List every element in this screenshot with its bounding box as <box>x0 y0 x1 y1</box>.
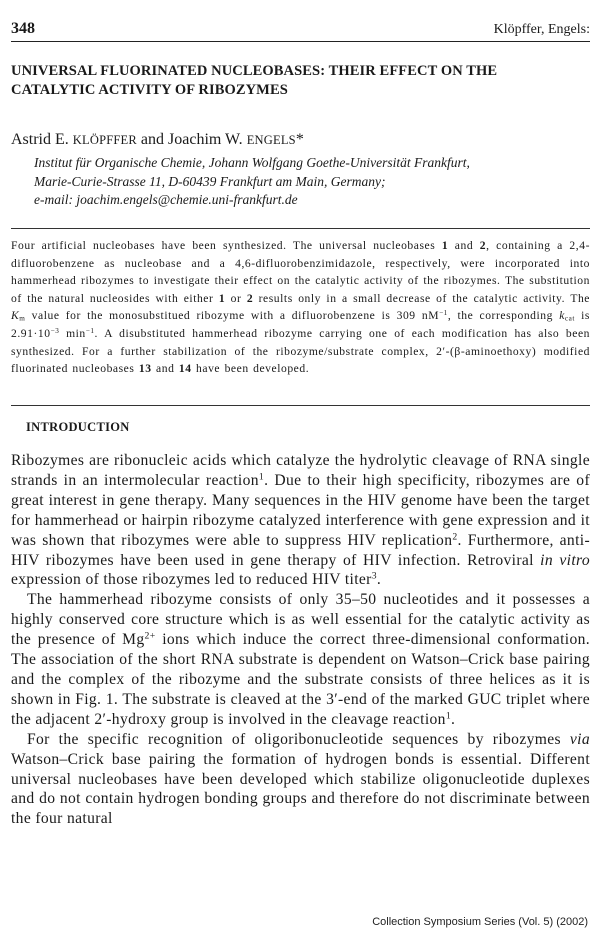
section-heading-introduction: INTRODUCTION <box>26 420 130 434</box>
author-conjunction: and <box>140 131 165 148</box>
paragraph: The hammerhead ribozyme consists of only 35–50 nucleotides and it possesses a highly conserved core structure which is as well essential for the catalytic activity as the presence of $Mg^{2+}$ ions which induce the correct three-dimensional conformation. The association of the short RNA substrate is dependent on Watson–Crick base pairing and the complex of the ribozyme and the substrate consists of three helices as it is shown in Fig. 1. The substrate is cleaved at the 3′-end of the marked GUC triplet where the adjacent 2′-hydroxy group is involved in the cleavage reaction$^1$. <box>11 591 590 728</box>
article-title <box>11 62 580 100</box>
affiliation-email: e-mail: joachim.engels@chemie.uni-frankfurt.de <box>34 192 298 207</box>
citation-ref: 2 <box>452 531 458 543</box>
km-symbol: K <box>11 309 20 323</box>
abstract-rule-top <box>11 228 590 229</box>
author-family-name: ENGELS <box>246 133 296 147</box>
author-given-name: Astrid E. <box>11 131 69 148</box>
corresponding-author-mark: * <box>295 131 304 148</box>
abstract-rule-bottom <box>11 405 590 406</box>
running-head <box>11 16 590 38</box>
header-rule <box>11 41 590 42</box>
paragraph: Ribozymes are ribonucleic acids which catalyze the hydrolytic cleavage of RNA single strands in an intermolecular reaction$^1$. Due to their high specificity, ribozymes are of great interest in gene therapy. Many sequences in the HIV genome have been the target for hammerhead or hairpin ribozyme catalyzed interference with gene expression and it was shown that ribozymes were able to suppress HIV replication$^2$. Furthermore, anti-HIV ribozymes have been used in gene therapy of HIV infection. Retroviral in vitro expression of those ribozymes led to reduced HIV titer$^3$. <box>11 452 590 589</box>
page-number: 348 <box>11 20 35 37</box>
running-authors: Klöpffer, Engels: <box>493 22 590 37</box>
affiliation-line: Marie-Curie-Strasse 11, D-60439 Frankfurt am Main, Germany; <box>34 173 386 189</box>
series-footer: Collection Symposium Series (Vol. 5) (2002) <box>372 916 588 928</box>
author-family-name: KLÖPFFER <box>72 133 137 147</box>
affiliation-line: Institut für Organische Chemie, Johann Wolfgang Goethe-Universität Frankfurt, <box>34 155 470 170</box>
article-title-line: UNIVERSAL FLUORINATED NUCLEOBASES: THEIR EFFECT ON THE <box>11 63 498 79</box>
kcat-symbol: k <box>559 309 565 323</box>
introduction-body <box>11 451 590 829</box>
paragraph: For the specific recognition of oligoribonucleotide sequences by ribozymes via Watson–Crick base pairing the formation of hydrogen bonds is essential. Different universal nucleobases have been developed which stabilize oligonucleotide duplexes and do not contain hydrogen bonding groups and therefore do not discriminate between the four natural <box>11 730 590 828</box>
citation-ref: 1 <box>258 471 265 483</box>
abstract: Four artificial nucleobases have been synthesized. The universal nucleobases 1 and 2, containing a 2,4-difluorobenzene as nucleobase and a 4,6-difluorobenzimidazole, respectively, were incorporated into hammerhead ribozymes to investigate their effect on the catalytic activity of the ribozymes. The substitution of the natural nucleosides with either 1 or 2 results only in a small decrease of the catalytic activity. The $K_m$ value for the monosubstitued ribozyme with a difluorobenzene is 309 $nM^{-1}$, the corresponding $k_{cat}$ is $2.91\cdot 10^{-3}$ $\min^{-1}$. A disubstituted hammerhead ribozyme carrying one of each modification has also been synthesized. For a further stabilization of the ribozyme/substrate complex, 2′-(β-aminoethoxy) modified fluorinated nucleobases 13 and 14 have been developed. <box>11 239 590 376</box>
citation-ref: 3 <box>371 571 377 583</box>
affiliation <box>34 154 580 210</box>
author-list <box>11 131 304 149</box>
article-title-line: CATALYTIC ACTIVITY OF RIBOZYMES <box>11 82 288 98</box>
author-given-name: Joachim W. <box>168 131 243 148</box>
citation-ref: 1 <box>445 710 452 722</box>
